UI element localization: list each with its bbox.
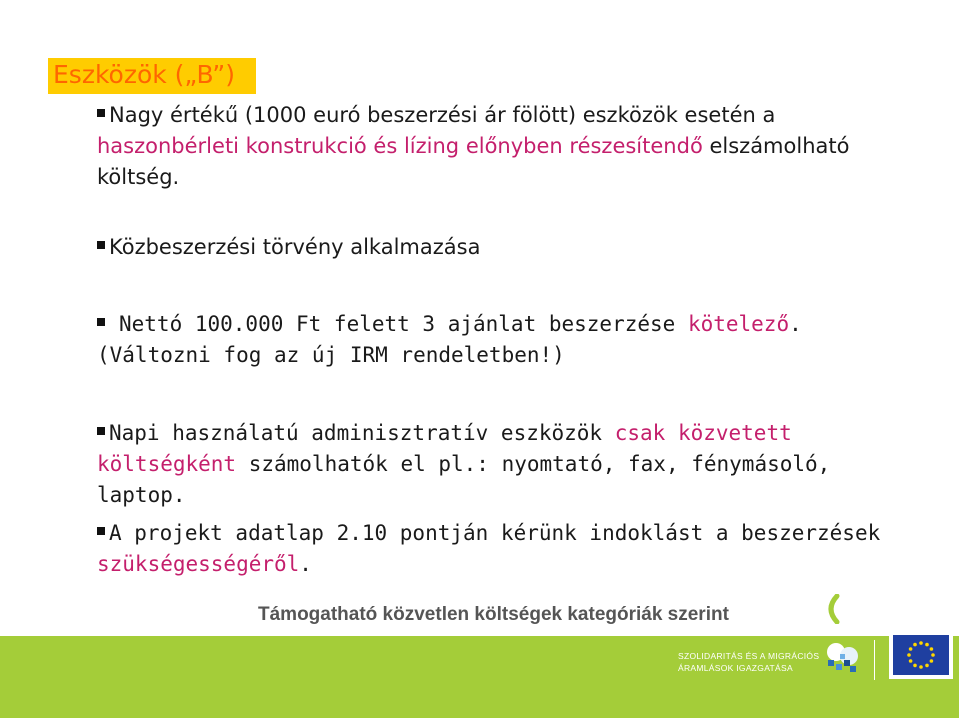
bullet-5 xyxy=(97,518,887,580)
chevron-decoration-icon xyxy=(821,594,841,624)
bullet-2 xyxy=(97,232,887,263)
footer-bar xyxy=(0,636,959,718)
footer-logo-line-1: SZOLIDARITÁS ÉS A MIGRÁCIÓS xyxy=(678,651,820,661)
footer-separator xyxy=(874,640,875,680)
bullet-5-emph: szükségességéről xyxy=(97,552,300,576)
footer-logo-line-2: ÁRAMLÁSOK IGAZGATÁSA xyxy=(678,663,793,673)
slide-title: Eszközök („B”) xyxy=(53,60,235,89)
solidarity-logo-icon xyxy=(822,640,862,682)
bullet-4-highlight: csak közvetett költségként xyxy=(97,421,792,476)
bullet-4-post: számolhatók el pl.: nyomtató, fax, fénymásoló, laptop. xyxy=(97,452,831,507)
bullet-5-post: . xyxy=(299,552,312,576)
bullet-5-pre: A projekt adatlap 2.10 pontján kérünk indoklást a beszerzések xyxy=(109,521,881,545)
bullet-1-post: elszámolható költség. xyxy=(97,134,850,189)
bullet-1-highlight-2: részesítendő xyxy=(562,134,703,158)
bullet-square-icon xyxy=(97,241,105,249)
bullet-1-pre: Nagy értékű (1000 euró beszerzési ár fölött) eszközök esetén a xyxy=(109,103,776,127)
bullet-square-icon xyxy=(97,527,105,535)
footer-logo-text xyxy=(678,650,819,674)
bullet-2-text: Közbeszerzési törvény alkalmazása xyxy=(109,235,481,259)
bullet-1-highlight: haszonbérleti konstrukció és lízing előnyben xyxy=(97,134,563,158)
bullet-square-icon xyxy=(97,318,105,326)
eu-flag-icon xyxy=(889,631,953,679)
bullet-square-icon xyxy=(97,427,105,435)
bullet-1 xyxy=(97,100,887,193)
bullet-3-emph: kötelező xyxy=(687,312,790,336)
slide-title-box xyxy=(48,58,256,94)
bullet-square-icon xyxy=(97,109,105,117)
bullet-3 xyxy=(97,309,887,371)
bullet-4-pre: Napi használatú adminisztratív eszközök xyxy=(109,421,615,445)
footer-caption: Támogatható közvetlen költségek kategóriák szerint xyxy=(258,604,729,625)
bullet-4 xyxy=(97,418,887,511)
bullet-3-post: . (Változni fog az új IRM rendeletben!) xyxy=(97,312,802,367)
bullet-3-pre: Nettó 100.000 Ft felett 3 ajánlat beszerzése xyxy=(119,312,688,336)
